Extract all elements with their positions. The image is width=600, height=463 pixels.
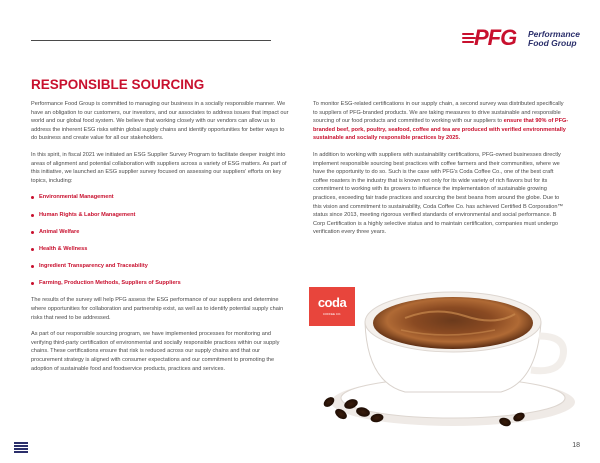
- coda-paragraph: In addition to working with suppliers with sustainability certifications, PFG-owned businesses directly implement responsible sourcing best practices with coffee farmers and their communities, where we have the opportunity to do so. Such is the case with PFG's Coda Coffee Co., one of the best craft coffee roasters in the industry that is known not only for its wide variety of rich flavors but for its commitment to working with its growers to influence the implementation of sustainable growing practices, exceeding fair trade practices and sourcing the best beans from around the globe. Due to this vision and commitment to sustainability, Coda Coffee Co. has achieved Certified B Corporation™ status since 2013, meeting rigorous verified standards of environmental and social performance. B Corp Certification is a highly selective status and to maintain certification, companies must undergo verification every three years.: [313, 151, 564, 236]
- coda-coffee-logo: [309, 287, 355, 326]
- list-item-label: Farming, Production Methods, Suppliers of Suppliers: [39, 280, 181, 287]
- logo-name-line2: Food Group: [528, 38, 577, 48]
- bullet-icon: [31, 214, 34, 217]
- left-column: [31, 100, 289, 381]
- menu-icon[interactable]: [14, 442, 28, 453]
- list-item-label: Health & Wellness: [39, 245, 88, 252]
- commitment-highlight: ensure that 90% of PFG-branded beef, pork, poultry, seafood, coffee and tea are produced with verified environmentally sustainable and socially responsible practices by 2025.: [313, 118, 569, 142]
- topic-list: [31, 193, 289, 288]
- list-item-label: Human Rights & Labor Management: [39, 211, 136, 218]
- logo-name-line1: Performance: [528, 29, 580, 39]
- survey-paragraph: In this spirit, in fiscal 2021 we initiated an ESG Supplier Survey Program to facilitate deeper insight into areas of alignment and potential collaboration with suppliers across a variety of ESG matters. As part of this initiative, we launched an ESG supplier survey focused on assessing our suppliers' efforts on key topics, including:: [31, 151, 287, 184]
- monitoring-paragraph: [313, 100, 569, 143]
- list-item-label: Ingredient Transparency and Traceability: [39, 263, 148, 270]
- coda-subtitle: COFFEE CO.: [322, 312, 342, 316]
- list-item: [31, 262, 289, 271]
- header-rule: [31, 40, 271, 41]
- monitoring-text: To monitor ESG-related certifications in our supply chain, a second survey was distributed specifically to suppliers of PFG-branded products. We are taking measures to drive sustainable and responsible sourcing of our food products and committed to working with our suppliers to: [313, 101, 564, 125]
- list-item: [31, 193, 289, 202]
- bullet-icon: [31, 265, 34, 268]
- coffee-cup-photo: [305, 252, 575, 427]
- results-paragraph: The results of the survey will help PFG assess the ESG performance of our suppliers and determine where opportunities for collaboration and partnership exist, as well as to identify potential supply chain risks that need to be addressed.: [31, 297, 284, 321]
- page-number: 18: [572, 442, 580, 449]
- coda-wordmark: coda: [317, 295, 347, 310]
- intro-paragraph: Performance Food Group is committed to managing our business in a socially responsible manner. We have an obligation to our customers, our investors, and our associates to address issues that impact our world and our global food system. We believe that working closely with our vendors can allow us to address the inherent ESG risks within global supply chains and identify opportunities for better ways to do business and create value for all our stakeholders.: [31, 101, 289, 142]
- bullet-icon: [31, 248, 34, 251]
- bullet-icon: [31, 231, 34, 234]
- list-item-label: Animal Welfare: [39, 228, 80, 235]
- bullet-icon: [31, 282, 34, 285]
- section-title: RESPONSIBLE SOURCING: [31, 77, 205, 92]
- pfg-logo: [462, 26, 580, 52]
- right-column: [313, 100, 569, 245]
- list-item: [31, 279, 289, 288]
- list-item-label: Environmental Management: [39, 194, 114, 201]
- logo-mark: PFG: [474, 25, 517, 50]
- certification-paragraph: As part of our responsible sourcing program, we have implemented processes for monitoring and verifying third-party certification of environmental and socially responsible practices within our supply chains. These certifications ensure that risk is reduced across our supply chains and that our procurement strategy is aligned with consumer expectations and our commitment to promoting the adoption of sustainable food and foodservice products, practices and services.: [31, 331, 280, 372]
- list-item: [31, 245, 289, 254]
- logo-name: [528, 30, 580, 48]
- list-item: [31, 211, 289, 220]
- bullet-icon: [31, 196, 34, 199]
- list-item: [31, 228, 289, 237]
